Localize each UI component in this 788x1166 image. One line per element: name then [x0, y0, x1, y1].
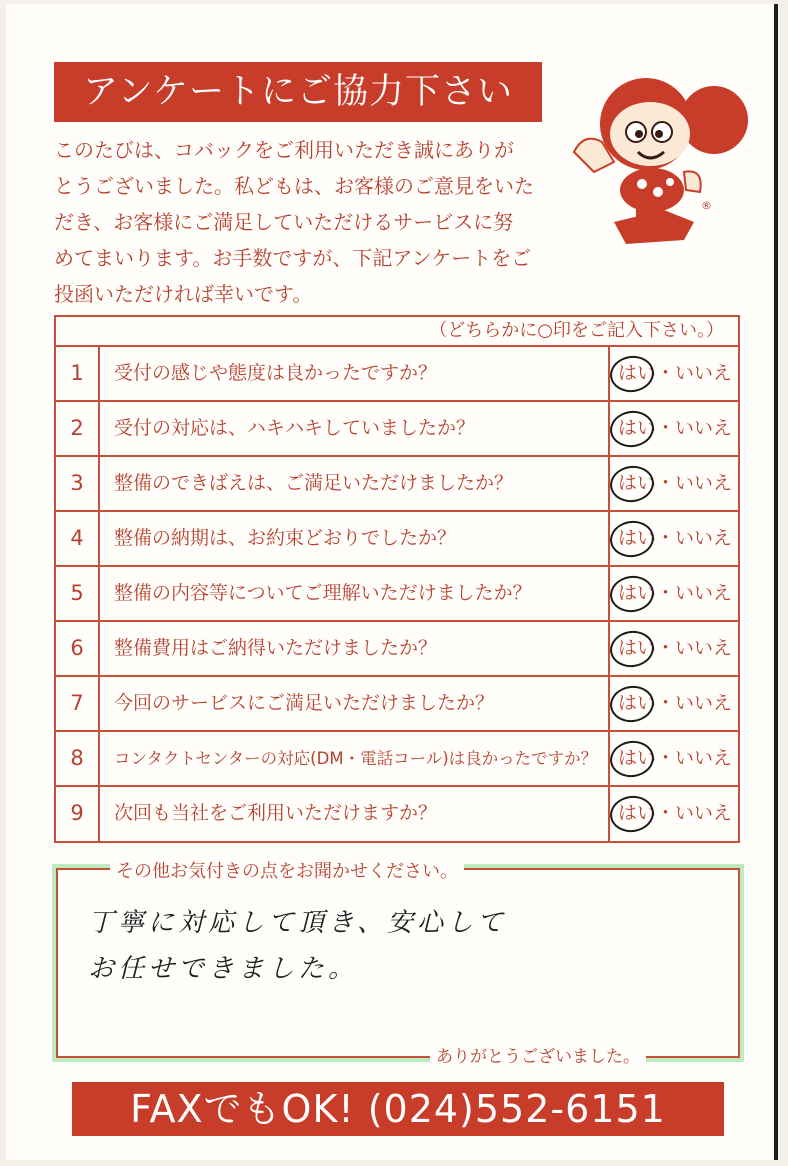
registered-mark: ® — [701, 199, 712, 212]
question-text: 受付の感じや態度は良かったですか？ — [114, 362, 438, 384]
answer-cell — [608, 567, 742, 620]
answer-yes-option[interactable] — [618, 347, 656, 400]
yes-label: はい — [618, 472, 657, 494]
question-number: 9 — [56, 787, 100, 842]
question-text: 今回のサービスにご満足いただけましたか？ — [114, 692, 495, 714]
question-text: 整備のできばえは、ご満足いただけましたか？ — [114, 472, 514, 494]
yes-label: はい — [618, 527, 657, 549]
circled-mark — [608, 793, 657, 835]
option-separator: ・ — [656, 692, 676, 714]
survey-card — [6, 4, 778, 1160]
comment-line: 丁寧に対応して頂き、安心して — [88, 908, 507, 938]
question-text: 受付の対応は、ハキハキしていましたか？ — [114, 417, 476, 439]
option-separator: ・ — [656, 472, 676, 494]
answer-yes-option[interactable] — [618, 732, 656, 785]
closing-thanks: ありがとうございました。 — [430, 1046, 646, 1068]
answer-cell — [608, 402, 742, 455]
comment-line: お任せできました。 — [88, 954, 359, 984]
question-number: 8 — [56, 732, 100, 785]
question-text: 整備の内容等についてご理解いただけましたか？ — [114, 582, 532, 604]
circled-mark — [608, 683, 657, 725]
question-text: 整備の納期は、お約束どおりでしたか？ — [114, 527, 457, 549]
intro-line: とうございました。私どもは、お客様のご意見をいた — [54, 174, 534, 198]
question-row — [56, 402, 738, 457]
answer-cell — [608, 512, 742, 565]
option-separator: ・ — [656, 582, 676, 604]
yes-label: はい — [618, 802, 657, 824]
question-row — [56, 787, 738, 842]
answer-cell — [608, 732, 742, 785]
answer-no-option[interactable]: いいえ — [675, 637, 733, 659]
question-text: 整備費用はご納得いただけましたか？ — [114, 637, 438, 659]
question-number: 5 — [56, 567, 100, 620]
question-row — [56, 567, 738, 622]
answer-cell — [608, 677, 742, 730]
yes-label: はい — [618, 582, 657, 604]
comment-label: その他お気付きの点をお聞かせください。 — [110, 861, 464, 883]
question-text: コンタクトセンターの対応(DM・電話コール)は良かったですか？ — [114, 749, 598, 768]
yes-label: はい — [618, 692, 657, 714]
answer-yes-option[interactable] — [618, 567, 656, 620]
handwritten-comment — [88, 900, 648, 992]
fax-banner: FAXでもOK! (024)552-6151 — [72, 1082, 724, 1136]
answer-no-option[interactable]: いいえ — [675, 692, 733, 714]
question-text: 次回も当社をご利用いただけますか？ — [114, 802, 438, 824]
question-row — [56, 732, 738, 787]
answer-no-option[interactable]: いいえ — [675, 582, 733, 604]
question-number: 3 — [56, 457, 100, 510]
answer-cell — [608, 347, 742, 400]
question-row — [56, 677, 738, 732]
answer-no-option[interactable]: いいえ — [675, 802, 733, 824]
answer-yes-option[interactable] — [618, 457, 656, 510]
circled-mark — [608, 408, 657, 450]
answer-no-option[interactable]: いいえ — [675, 362, 733, 384]
circled-mark — [608, 573, 657, 615]
question-row — [56, 347, 738, 402]
question-number: 2 — [56, 402, 100, 455]
intro-line: このたびは、コバックをご利用いただき誠にありが — [54, 138, 514, 162]
answer-yes-option[interactable] — [618, 677, 656, 730]
yes-label: はい — [618, 417, 657, 439]
answer-no-option[interactable]: いいえ — [675, 527, 733, 549]
option-separator: ・ — [656, 362, 676, 384]
option-separator: ・ — [656, 637, 676, 659]
answer-yes-option[interactable] — [618, 787, 656, 840]
question-number: 6 — [56, 622, 100, 675]
question-number: 1 — [56, 347, 100, 400]
circled-mark — [608, 353, 657, 395]
circled-mark — [608, 463, 657, 505]
answer-no-option[interactable]: いいえ — [675, 472, 733, 494]
answer-no-option[interactable]: いいえ — [675, 417, 733, 439]
mascot-character-icon — [554, 72, 754, 262]
answer-cell — [608, 622, 742, 675]
intro-line: 投函いただければ幸いです。 — [54, 282, 313, 306]
survey-table — [54, 315, 740, 843]
yes-label: はい — [618, 747, 657, 769]
yes-label: はい — [618, 362, 657, 384]
page-title: アンケートにご協力下さい — [54, 62, 542, 122]
survey-instruction: （どちらかに○印をご記入下さい。） — [56, 317, 738, 347]
option-separator: ・ — [656, 417, 676, 439]
intro-text — [54, 132, 554, 312]
intro-line: めてまいります。お手数ですが、下記アンケートをご — [54, 246, 532, 270]
intro-line: だき、お客様にご満足していただけるサービスに努 — [54, 210, 514, 234]
option-separator: ・ — [656, 747, 676, 769]
question-number: 4 — [56, 512, 100, 565]
option-separator: ・ — [656, 802, 676, 824]
circled-mark — [608, 518, 657, 560]
answer-yes-option[interactable] — [618, 402, 656, 455]
question-row — [56, 512, 738, 567]
yes-label: はい — [618, 637, 657, 659]
answer-yes-option[interactable] — [618, 512, 656, 565]
question-row — [56, 622, 738, 677]
question-number: 7 — [56, 677, 100, 730]
answer-no-option[interactable]: いいえ — [675, 747, 733, 769]
answer-yes-option[interactable] — [618, 622, 656, 675]
option-separator: ・ — [656, 527, 676, 549]
circled-mark — [608, 738, 657, 780]
answer-cell — [608, 457, 742, 510]
answer-cell — [608, 787, 742, 842]
question-row — [56, 457, 738, 512]
circled-mark — [608, 628, 657, 670]
